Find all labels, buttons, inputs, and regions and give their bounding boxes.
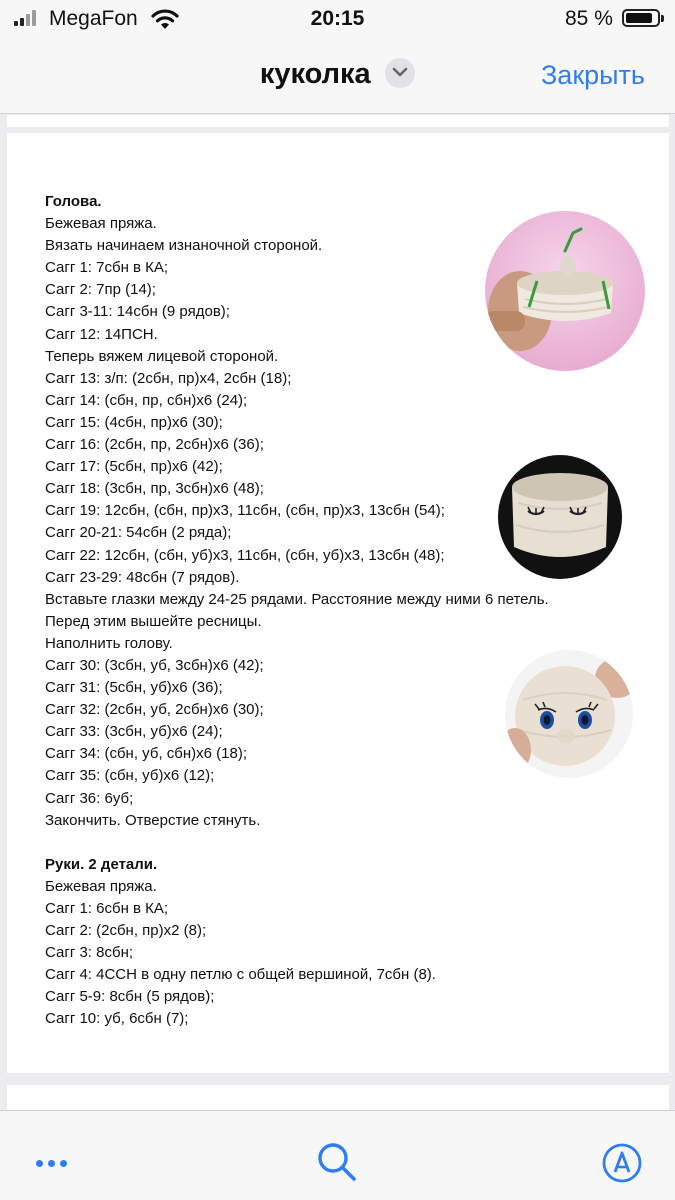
text-line: Сагг 15: (4сбн, пр)х6 (30); [45,413,223,431]
text-line: Сагг 35: (сбн, уб)х6 (12); [45,767,215,785]
document-title[interactable]: куколка [259,58,371,90]
text-line: Сагг 31: (5сбн, уб)х6 (36); [45,679,223,697]
bottom-toolbar [0,1110,675,1200]
document-page [7,133,669,1073]
text-line: Сагг 14: (сбн, пр, сбн)х6 (24); [45,391,248,409]
search-icon[interactable] [316,1141,358,1183]
text-line: Сагг 30: (3сбн, уб, 3сбн)х6 (42); [45,656,264,674]
text-line: Сагг 5-9: 8сбн (5 рядов); [45,988,215,1006]
status-bar [0,0,675,40]
battery-icon [622,9,660,27]
photo-head-step-1 [485,211,645,371]
text-line: Сагг 20-21: 54сбн (2 ряда); [45,524,232,542]
chevron-down-icon[interactable] [385,58,415,88]
document-viewer[interactable] [0,115,675,1110]
text-line: Сагг 3: 8сбн; [45,944,134,962]
text-line: Вязать начинаем изнаночной стороной. [45,237,323,255]
clock: 20:15 [310,7,365,30]
paragraph-gap [45,832,645,854]
text-line: Сагг 12: 14ПСН. [45,325,158,343]
text-line: Вставьте глазки между 24-25 рядами. Расстояние между ними 6 петель. [45,590,549,608]
markup-pen-icon[interactable] [601,1142,643,1184]
previous-page-edge [7,115,669,127]
text-line: Сагг 2: (2сбн, пр)х2 (8); [45,922,207,940]
navigation-bar [0,40,675,114]
text-line: Сагг 33: (3сбн, уб)х6 (24); [45,723,223,741]
more-dots-icon[interactable] [36,1154,72,1172]
text-line: Сагг 13: з/п: (2сбн, пр)х4, 2сбн (18); [45,369,292,387]
close-button[interactable]: Закрыть [541,60,645,90]
carrier-name: MegaFon [49,7,138,30]
battery-percent: 85 % [565,7,613,30]
text-line: Сагг 32: (2сбн, уб, 2сбн)х6 (30); [45,701,264,719]
photo-head-finished [505,650,633,778]
text-line: Сагг 2: 7пр (14); [45,281,156,299]
text-line: Сагг 34: (сбн, уб, сбн)х6 (18); [45,745,247,763]
photo-head-step-2 [498,455,622,579]
next-page-edge [7,1085,669,1110]
text-line: Закончить. Отверстие стянуть. [45,811,261,829]
battery-level [626,13,652,23]
section-heading: Голова. [45,193,102,210]
section-heading: Руки. 2 детали. [45,855,158,873]
text-line: Бежевая пряжа. [45,877,157,895]
text-line: Сагг 3-11: 14сбн (9 рядов); [45,303,230,321]
text-line: Сагг 22: 12сбн, (сбн, уб)х3, 11сбн, (сбн, уб)х3, 13сбн (48); [45,546,445,564]
text-line: Наполнить голову. [45,634,173,652]
text-line: Сагг 10: уб, 6сбн (7); [45,1010,189,1028]
text-line: Сагг 4: 4ССН в одну петлю с общей вершиной, 7сбн (8). [45,966,436,984]
text-line: Сагг 1: 6сбн в КА; [45,900,169,917]
text-line: Сагг 18: (3сбн, пр, 3сбн)х6 (48); [45,480,264,498]
text-line: Сагг 19: 12сбн, (сбн, пр)х3, 11сбн, (сбн, пр)х3, 13сбн (54); [45,502,445,520]
text-line: Бежевая пряжа. [45,215,157,233]
text-line: Перед этим вышейте ресницы. [45,612,262,630]
text-line: Сагг 23-29: 48сбн (7 рядов). [45,568,240,586]
text-line: Теперь вяжем лицевой стороной. [45,347,279,365]
text-line: Сагг 1: 7сбн в КА; [45,259,169,277]
text-line: Сагг 17: (5сбн, пр)х6 (42); [45,458,223,476]
text-line: Сагг 36: 6уб; [45,789,134,807]
text-line: Сагг 16: (2сбн, пр, 2сбн)х6 (36); [45,436,264,454]
